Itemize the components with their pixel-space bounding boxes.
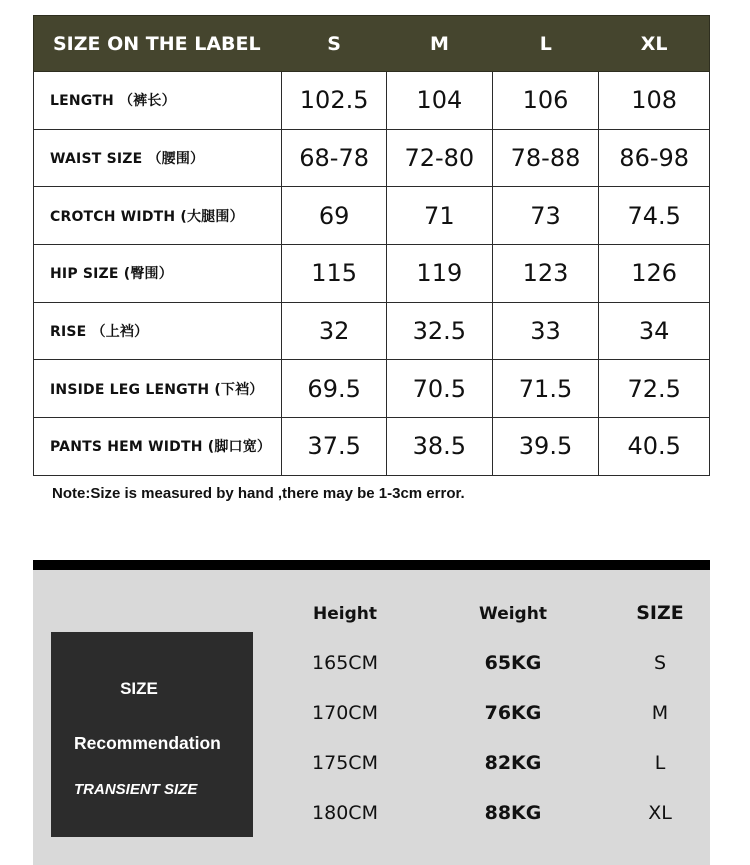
- table-row: [33, 72, 710, 130]
- weight-cell: 76KG: [484, 702, 542, 724]
- table-cell: 39.5: [493, 418, 600, 475]
- size-cell: S: [653, 652, 667, 674]
- table-cell: 37.5: [282, 418, 387, 475]
- table-cell: 123: [493, 245, 600, 302]
- size-cell: L: [654, 752, 666, 774]
- size-cell: XL: [648, 802, 672, 824]
- table-cell: 86-98: [619, 144, 690, 173]
- size-header: SIZE: [636, 602, 684, 624]
- table-cell: 71.5: [493, 360, 600, 417]
- height-cell: 170CM: [312, 702, 378, 724]
- table-row: [33, 187, 710, 245]
- table-row: [33, 130, 710, 188]
- table-cell: 70.5: [387, 360, 493, 417]
- row-label-inside-leg: INSIDE LEG LENGTH (下裆）: [34, 360, 282, 417]
- table-cell: 126: [631, 259, 678, 288]
- table-cell: 72-80: [387, 130, 493, 187]
- recommendation-title-box: [51, 632, 253, 837]
- table-cell: 72.5: [627, 374, 681, 403]
- height-header: Height: [313, 604, 377, 624]
- size-cell: M: [651, 702, 669, 724]
- header-size-l: L: [539, 32, 552, 55]
- table-cell: 71: [387, 187, 493, 244]
- header-size-s: S: [327, 32, 341, 55]
- size-recommendation-panel: [33, 560, 710, 865]
- size-column: [610, 602, 710, 854]
- brand-name: TRANSIENT SIZE: [74, 781, 198, 798]
- table-cell: 32.5: [387, 303, 493, 360]
- size-chart-table: [33, 15, 710, 476]
- row-label-length: LENGTH （裤长）: [34, 72, 282, 129]
- box-title: SIZE: [120, 679, 158, 698]
- table-row: [33, 360, 710, 418]
- weight-column: [463, 604, 563, 854]
- header-size-m: M: [429, 32, 449, 55]
- table-cell: 34: [638, 317, 670, 346]
- height-cell: 175CM: [312, 752, 378, 774]
- size-chart-header: [33, 15, 710, 72]
- table-cell: 68-78: [282, 130, 387, 187]
- header-size-xl: XL: [640, 32, 668, 55]
- row-label-hip: HIP SIZE (臀围）: [34, 245, 282, 302]
- table-cell: 78-88: [493, 130, 600, 187]
- table-cell: 108: [631, 86, 678, 115]
- table-row: [33, 418, 710, 476]
- table-cell: 33: [493, 303, 600, 360]
- height-cell: 165CM: [312, 652, 378, 674]
- table-cell: 106: [493, 72, 600, 129]
- table-cell: 69.5: [282, 360, 387, 417]
- table-cell: 119: [387, 245, 493, 302]
- table-cell: 74.5: [627, 201, 681, 230]
- row-label-rise: RISE （上裆）: [34, 303, 282, 360]
- row-label-waist: WAIST SIZE （腰围）: [34, 130, 282, 187]
- table-row: [33, 245, 710, 303]
- table-cell: 38.5: [387, 418, 493, 475]
- table-cell: 40.5: [627, 432, 681, 461]
- table-row: [33, 303, 710, 361]
- table-cell: 115: [282, 245, 387, 302]
- table-cell: 73: [493, 187, 600, 244]
- height-cell: 180CM: [312, 802, 378, 824]
- weight-cell: 88KG: [484, 802, 542, 824]
- measurement-note: Note:Size is measured by hand ,there may be 1-3cm error.: [52, 485, 465, 502]
- header-label: SIZE ON THE LABEL: [53, 32, 261, 55]
- box-subtitle: Recommendation: [74, 733, 221, 753]
- table-cell: 104: [387, 72, 493, 129]
- row-label-hem: PANTS HEM WIDTH (脚口宽）: [34, 418, 282, 475]
- weight-cell: 65KG: [484, 652, 542, 674]
- table-cell: 102.5: [282, 72, 387, 129]
- row-label-crotch: CROTCH WIDTH (大腿围）: [34, 187, 282, 244]
- weight-header: Weight: [479, 604, 547, 624]
- weight-cell: 82KG: [484, 752, 542, 774]
- table-cell: 32: [282, 303, 387, 360]
- table-cell: 69: [282, 187, 387, 244]
- height-column: [295, 604, 395, 854]
- panel-divider: [33, 560, 710, 570]
